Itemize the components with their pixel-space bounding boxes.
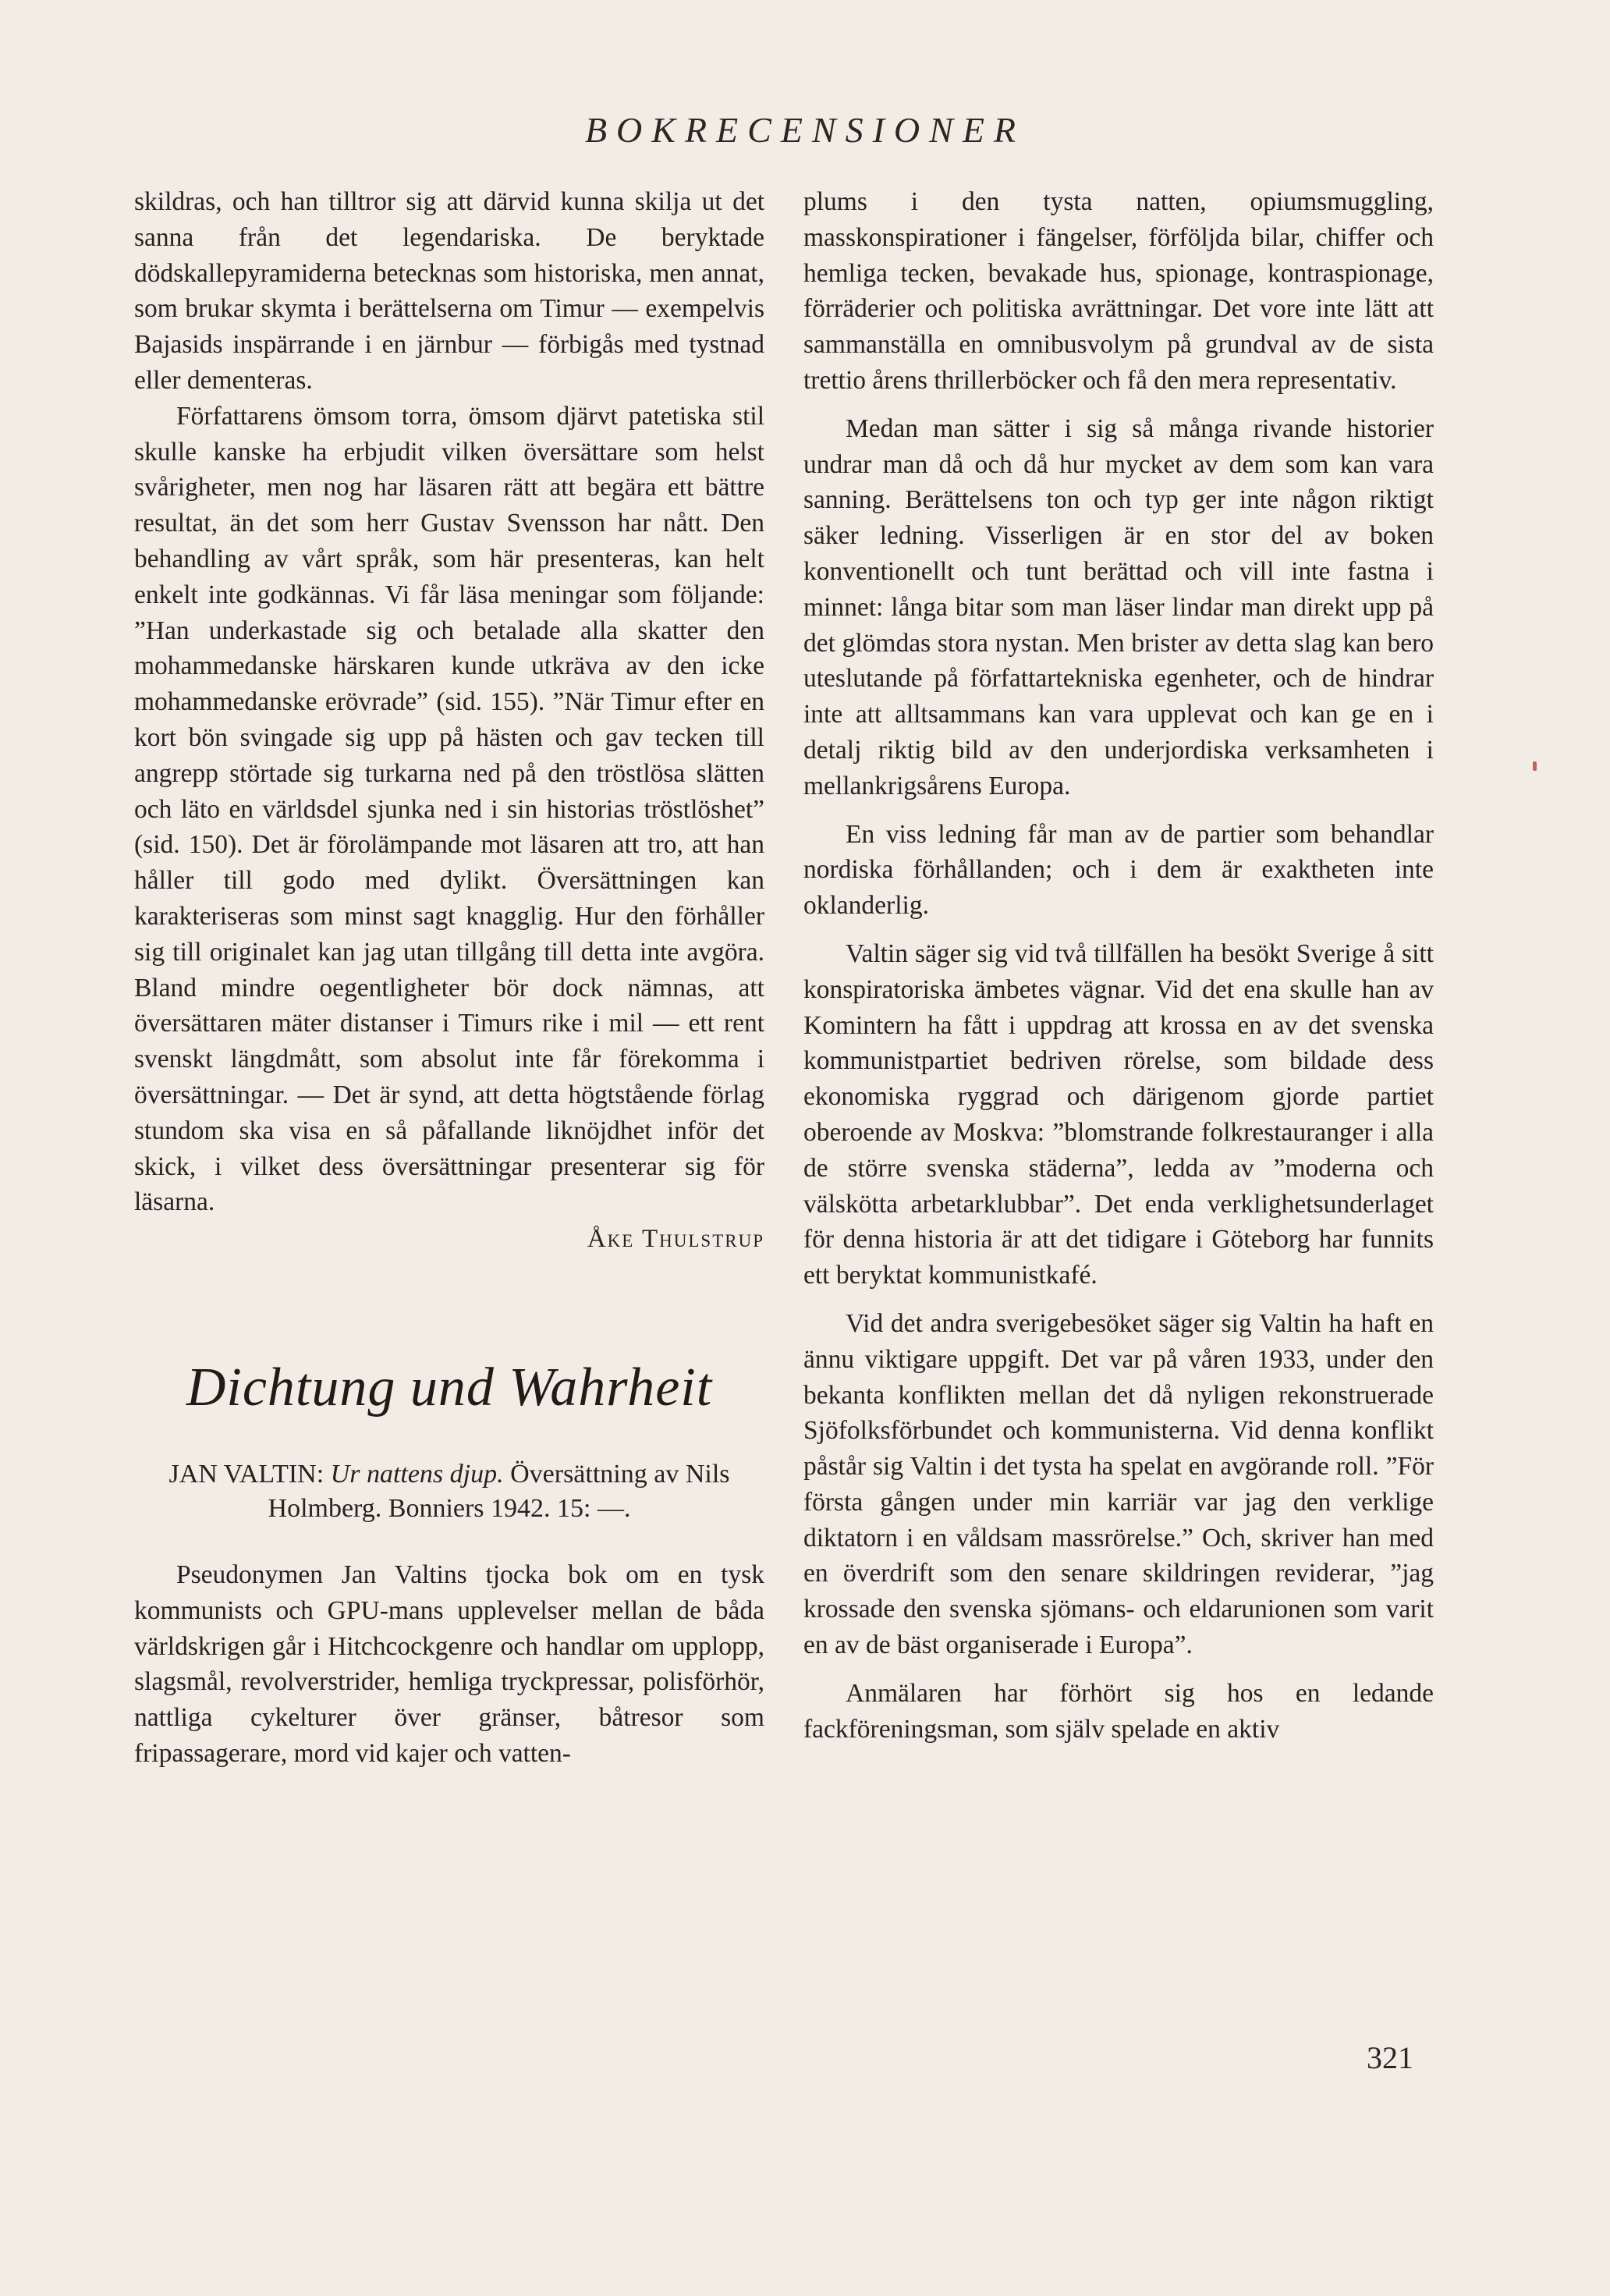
paragraph: Anmälaren har förhört sig hos en ledande fackföreningsman, som själv spelade en aktiv: [803, 1678, 1434, 1744]
book-details: Översättning av Nils Holmberg. Bonniers 1942. 15: —.: [268, 1459, 730, 1523]
left-column: [134, 184, 764, 1772]
paragraph: Pseudonymen Jan Valtins tjocka bok om en tysk kommunists och GPU-mans upplevelser mellan de båda världskrigen går i Hitchcockgenre och handlar om upplopp, slagsmål, revolverstrider, hemliga tryckpressar, polisförhör, nattliga cykelturer över gränser, båtresor som fripassagerare, mord vid kajer och vatten-: [134, 1560, 764, 1768]
paragraph: Medan man sätter i sig så många rivande historier undrar man då och då hur mycket av dem som kan vara sanning. Berättelsens ton och typ ger inte någon riktigt säker ledning. Visserligen är en stor del av boken konventionellt och tunt berättad och vill inte fastna i minnet: långa bitar som man läser lindar man direkt upp på det glömdas stora nystan. Men brister av detta slag kan bero uteslutande på författartekniska egenheter, och de hindrar inte att alltsammans kan vara upplevat och kan ge en i detalj riktig bild av den underjordiska verksamheten i mellankrigsårens Europa.: [803, 413, 1434, 800]
paragraph: plums i den tysta natten, opiumsmuggling, masskonspirationer i fängelser, förföljda bilar, chiffer och hemliga tecken, bevakade hus, spionage, kontraspionage, förräderier och politiska avrättningar. Det vore inte lätt att sammanställa en omnibusvolym på grundval av de sista trettio årens thrillerböcker och få den mera representativ.: [803, 187, 1434, 395]
paragraph: Vid det andra sverigebesöket säger sig Valtin ha haft en ännu viktigare uppgift. Det var på våren 1933, under den bekanta konflikten mellan det då nyligen rekonstruerade Sjöfolksförbundet och kommunisterna. Vid denna konflikt påstår sig Valtin i det tysta ha spelat en avgörande roll. ”För första gången under min karriär var jag den verklige diktatorn i en våldsam massrörelse.” Och, skriver han med en överdrift som den senare skildringen reviderar, ”jag krossade den svenska sjömans- och eldarunionen som varit en av de bäst organiserade i Europa”.: [803, 1308, 1434, 1660]
book-info: [134, 1457, 764, 1526]
reviewer-signature: Åke Thulstrup: [587, 1225, 764, 1254]
book-author: JAN VALTIN:: [168, 1459, 324, 1489]
page-number: 321: [1367, 2040, 1413, 2075]
paragraph: En viss ledning får man av de partier som behandlar nordiska förhållanden; och i dem är exaktheten inte oklanderlig.: [803, 819, 1434, 921]
ink-mark: [1533, 761, 1537, 771]
review-title: Dichtung und Wahrheit: [186, 1357, 713, 1418]
book-title: Ur nattens djup.: [330, 1459, 504, 1489]
right-column: [803, 184, 1434, 1747]
paragraph: Valtin säger sig vid två tillfällen ha besökt Sverige å sitt konspiratoriska ämbetes vägnar. Vid det ena skulle han av Komintern ha fått i uppdrag att krossa en av det svenska kommunistpartiet bedriven rörelse, som bildade dess ekonomiska ryggrad och därigenom gjorde partiet oberoende av Moskva: ”blomstrande folkrestauranger i alla de större svenska städerna”, ledda av ”moderna och välskötta arbetarklubbar”. Det enda verklighetsunderlaget för denna historia är att det tidigare i Göteborg har funnits ett beryktat kommunistkafé.: [803, 939, 1434, 1290]
paragraph: skildras, och han tilltror sig att därvid kunna skilja ut det sanna från det legendariska. De beryktade dödskallepyramiderna betecknas som historiska, men annat, som brukar skymta i berättelserna om Timur — exempelvis Bajasids inspärrande i en järnbur — förbigås med tystnad eller dementeras.: [134, 187, 764, 395]
running-head: BOKRECENSIONER: [584, 110, 1026, 150]
paragraph: Författarens ömsom torra, ömsom djärvt patetiska stil skulle kanske ha erbjudit vilken översättare som helst svårigheter, men nog har läsaren rätt att begära ett bättre resultat, än det som herr Gustav Svensson har nått. Den behandling av vårt språk, som här presenteras, kan helt enkelt inte godkännas. Vi får läsa meningar som följande: ”Han underkastade sig och betalade alla skatter den mohammedanske härskaren kunde utkräva av den icke mohammedanske erövrade” (sid. 155). ”När Timur efter en kort bön svingade sig upp på hästen och gav tecken till angrepp störtade sig turkarna ned på den tröstlösa slätten och läto en världsdel sjunka ned i sin historias tröstlöshet” (sid. 150). Det är förolämpande mot läsaren att tro, att han håller till godo med dylikt. Översättningen kan karakteriseras som minst sagt knagglig. Hur den förhåller sig till originalet kan jag utan tillgång till detta inte avgöra. Bland mindre oegentligheter bör dock nämnas, att översättaren mäter distanser i Timurs rike i mil — ett rent svenskt längdmått, som absolut inte får förekomma i översättningar. — Det är synd, att detta högtstående förlag stundom ska visa en så påfallande liknöjdhet inför det skick, i vilket dess översättningar presenterar sig för läsarna.: [134, 401, 764, 1217]
